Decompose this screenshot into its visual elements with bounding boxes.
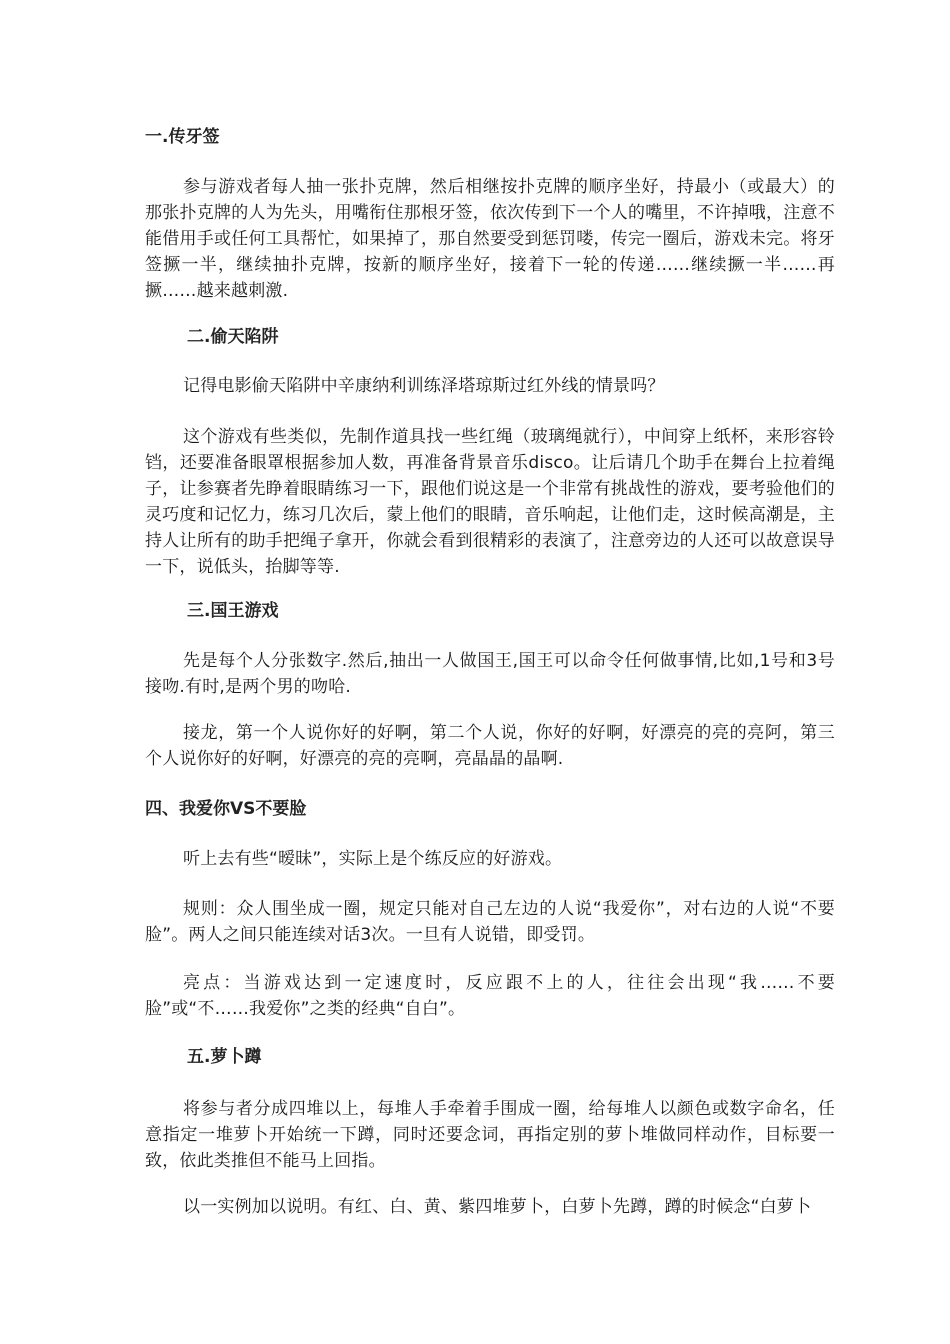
paragraph-3-2: 接龙，第一个人说你好的好啊，第二个人说，你好的好啊，好漂亮的亮的亮阿，第三个人说你好的好啊，好漂亮的亮的亮啊，亮晶晶的晶啊. [145,723,835,769]
paragraph-4-2: 规则：众人围坐成一圈，规定只能对自己左边的人说“我爱你”，对右边的人说“不要脸”。两人之间只能连续对话3次。一旦有人说错，即受罚。 [145,899,835,945]
paragraph-5-2: 以一实例加以说明。有红、白、黄、紫四堆萝卜，白萝卜先蹲，蹲的时候念“白萝卜 [183,1197,812,1217]
paragraph-4-3: 亮点：当游戏达到一定速度时，反应跟不上的人，往往会出现“我……不要脸”或“不……我爱你”之类的经典“自白”。 [145,973,835,1019]
section-heading-5: 五.萝卜蹲 [187,1047,262,1067]
paragraph-5-1: 将参与者分成四堆以上，每堆人手牵着手围成一圈，给每堆人以颜色或数字命名，任意指定一堆萝卜开始统一下蹲，同时还要念词，再指定别的萝卜堆做同样动作，目标要一致，依此类推但不能马上回指。 [145,1099,835,1171]
paragraph-2-2: 这个游戏有些类似，先制作道具找一些红绳（玻璃绳就行），中间穿上纸杯，来形容铃铛，还要准备眼罩根据参加人数，再准备背景音乐disco。让后请几个助手在舞台上拉着绳子，让参赛者先睁着眼睛练习一下，跟他们说这是一个非常有挑战性的游戏，要考验他们的灵巧度和记忆力，练习几次后，蒙上他们的眼睛，音乐响起，让他们走，这时候高潮是，主持人让所有的助手把绳子拿开，你就会看到很精彩的表演了，注意旁边的人还可以故意误导一下，说低头，抬脚等等. [145,427,835,577]
paragraph-3-1: 先是每个人分张数字.然后,抽出一人做国王,国王可以命令任何做事情,比如,1号和3号接吻.有时,是两个男的吻哈. [145,651,835,697]
section-heading-1: 一.传牙签 [145,127,220,147]
section-heading-3: 三.国王游戏 [187,601,279,621]
paragraph-1-1: 参与游戏者每人抽一张扑克牌，然后相继按扑克牌的顺序坐好，持最小（或最大）的那张扑克牌的人为先头，用嘴衔住那根牙签，依次传到下一个人的嘴里，不许掉哦，注意不能借用手或任何工具帮忙，如果掉了，那自然要受到惩罚喽，传完一圈后，游戏未完。将牙签撅一半，继续抽扑克牌，按新的顺序坐好，接着下一轮的传递……继续撅一半……再撅……越来越刺激. [145,177,835,301]
section-heading-2: 二.偷天陷阱 [187,327,279,347]
paragraph-2-1: 记得电影偷天陷阱中辛康纳利训练泽塔琼斯过红外线的情景吗？ [183,376,665,396]
paragraph-4-1: 听上去有些“暧昧”，实际上是个练反应的好游戏。 [183,849,563,869]
section-heading-4: 四、我爱你VS不要脸 [145,799,307,819]
